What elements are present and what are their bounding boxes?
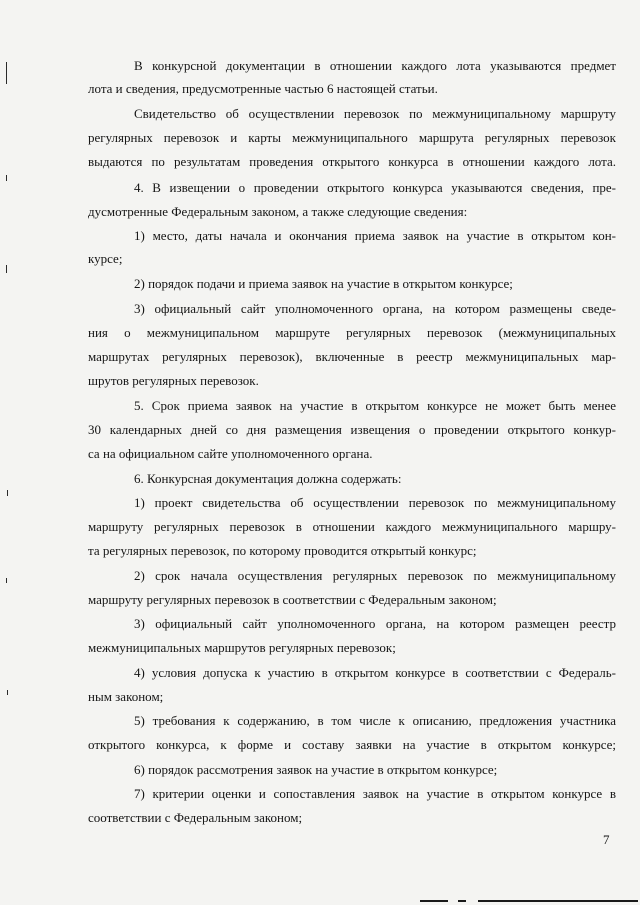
text-line: 1) место, даты начала и окончания приема заявок на участие в открытом кон- <box>134 228 616 243</box>
text-line: 4) условия допуска к участию в открытом конкурсе в соответствии с Федераль- <box>134 665 616 680</box>
text-line: 30 календарных дней со дня размещения извещения о проведении открытого конкур- <box>88 422 616 437</box>
scan-edge-mark <box>478 900 638 902</box>
text-line: лота и сведения, предусмотренные частью 6 настоящей статьи. <box>88 81 438 96</box>
text-line: межмуниципальных маршрутов регулярных перевозок; <box>88 640 396 655</box>
left-margin-mark <box>6 265 7 273</box>
text-line: маршрутах регулярных перевозок), включенные в реестр межмуниципальных мар- <box>88 349 616 364</box>
text-line: 2) срок начала осуществления регулярных перевозок по межмуниципальному <box>134 568 616 583</box>
text-line: 3) официальный сайт уполномоченного органа, на котором размещен реестр <box>134 616 616 631</box>
text-line: 6. Конкурсная документация должна содержать: <box>134 471 402 486</box>
text-line: дусмотренные Федеральным законом, а также следующие сведения: <box>88 204 468 219</box>
text-line: ным законом; <box>88 689 164 704</box>
text-line: Свидетельство об осуществлении перевозок по межмуниципальному маршруту <box>134 106 616 121</box>
text-line: открытого конкурса, к форме и составу заявки на участие в открытом конкурсе; <box>88 737 616 752</box>
text-line: курсе; <box>88 251 123 266</box>
text-line: 5) требования к содержанию, в том числе к описанию, предложения участника <box>134 713 616 728</box>
text-line: регулярных перевозок и карты межмуниципального маршрута регулярных перевозок <box>88 130 616 145</box>
text-line: 1) проект свидетельства об осуществлении перевозок по межмуниципальному <box>134 495 616 510</box>
text-line: маршруту регулярных перевозок в отношении каждого межмуниципального маршру- <box>88 519 616 534</box>
text-line: В конкурсной документации в отношении каждого лота указываются предмет <box>134 58 616 73</box>
text-line: са на официальном сайте уполномоченного органа. <box>88 446 373 461</box>
text-line: 3) официальный сайт уполномоченного органа, на котором размещены сведе- <box>134 301 616 316</box>
text-line: шрутов регулярных перевозок. <box>88 373 259 388</box>
text-line: 7) критерии оценки и сопоставления заявок на участие в открытом конкурсе в <box>134 786 616 801</box>
text-line: та регулярных перевозок, по которому проводится открытый конкурс; <box>88 543 477 558</box>
left-margin-mark <box>7 490 8 496</box>
left-margin-mark <box>6 578 7 583</box>
page-number: 7 <box>603 832 610 847</box>
text-line: выдаются по результатам проведения открытого конкурса в отношении каждого лота. <box>88 154 616 169</box>
scan-edge-mark <box>420 900 448 902</box>
left-margin-mark <box>6 175 7 181</box>
scan-edge-mark <box>458 900 466 902</box>
text-line: 2) порядок подачи и приема заявок на участие в открытом конкурсе; <box>134 276 513 291</box>
left-margin-mark <box>6 62 7 84</box>
text-line: маршруту регулярных перевозок в соответствии с Федеральным законом; <box>88 592 497 607</box>
text-line: 4. В извещении о проведении открытого конкурса указываются сведения, пре- <box>134 180 616 195</box>
text-line: 5. Срок приема заявок на участие в открытом конкурсе не может быть менее <box>134 398 616 413</box>
text-line: 6) порядок рассмотрения заявок на участие в открытом конкурсе; <box>134 762 498 777</box>
text-line: соответствии с Федеральным законом; <box>88 810 303 825</box>
text-line: ния о межмуниципальном маршруте регулярных перевозок (межмуниципальных <box>88 325 616 340</box>
left-margin-mark <box>7 690 8 695</box>
